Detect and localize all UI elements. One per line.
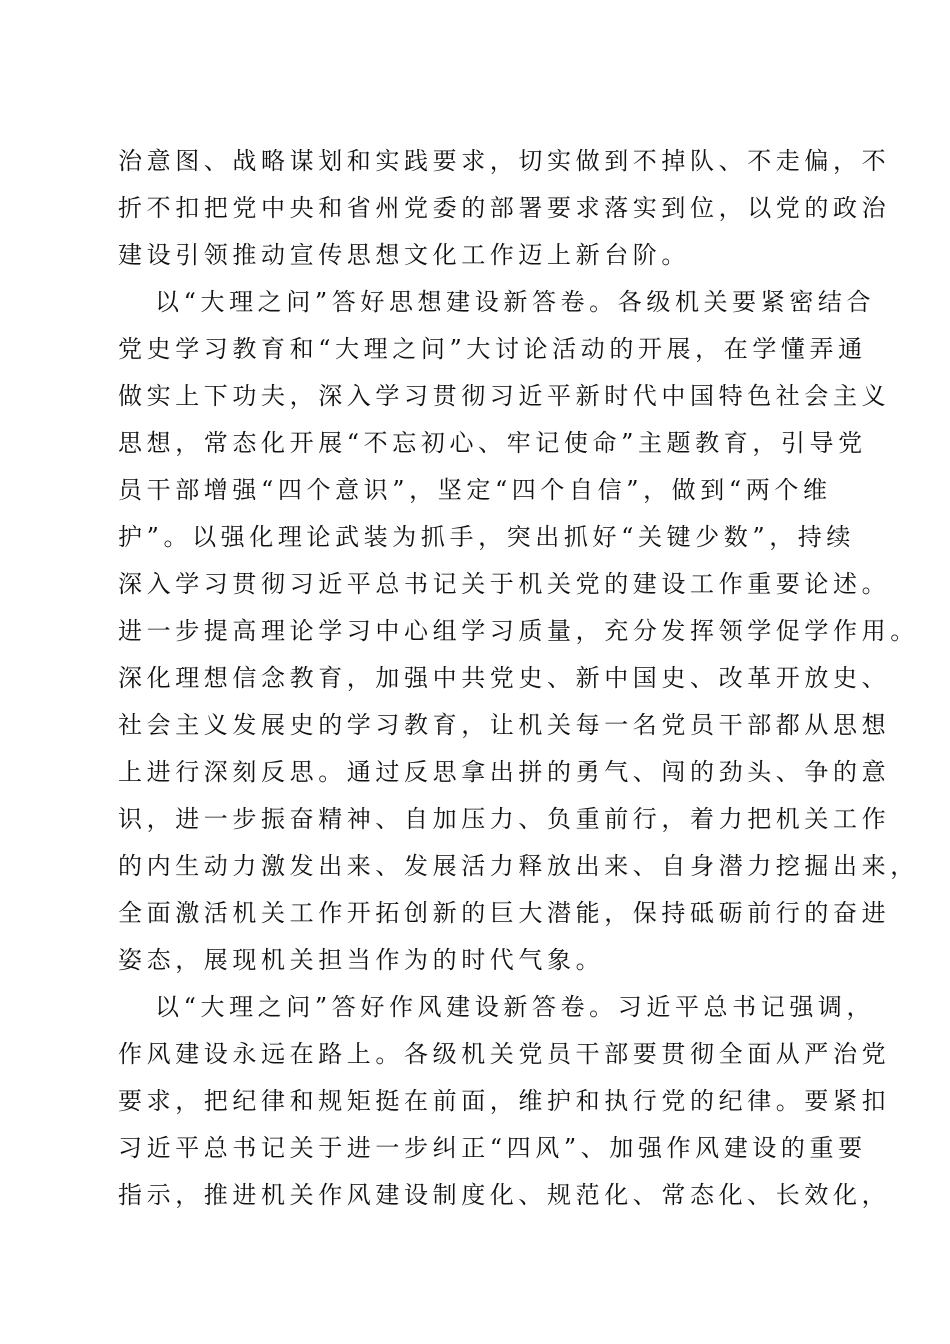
text-line: 思想，常态化开展“不忘初心、牢记使命”主题教育，引导党 (118, 429, 867, 457)
document-body (118, 138, 919, 1219)
text-line: 进一步提高理论学习中心组学习质量，充分发挥领学促学作用。 (118, 617, 919, 645)
text-line: 建设引领推动宣传思想文化工作迈上新台阶。 (118, 241, 690, 269)
text-line: 指示，推进机关作风建设制度化、规范化、常态化、长效化， (118, 1181, 891, 1209)
text-line: 做实上下功夫，深入学习贯彻习近平新时代中国特色社会主义 (118, 382, 891, 410)
text-line: 党史学习教育和“大理之问”大讨论活动的开展，在学懂弄通 (118, 335, 867, 363)
paragraph-2 (118, 279, 919, 984)
text-line: 全面激活机关工作开拓创新的巨大潜能，保持砥砺前行的奋进 (118, 899, 891, 927)
text-line: 以“大理之问”答好作风建设新答卷。习近平总书记强调， (155, 993, 876, 1021)
text-line: 识，进一步振奋精神、自加压力、负重前行，着力把机关工作 (118, 805, 891, 833)
text-line: 护”。以强化理论武装为抓手，突出抓好“关键少数”，持续 (118, 523, 856, 551)
text-line: 以“大理之问”答好思想建设新答卷。各级机关要紧密结合 (155, 288, 876, 316)
text-line: 社会主义发展史的学习教育，让机关每一名党员干部都从思想 (118, 711, 891, 739)
text-line: 深入学习贯彻习近平总书记关于机关党的建设工作重要论述。 (118, 570, 891, 598)
text-line: 折不扣把党中央和省州党委的部署要求落实到位，以党的政治 (118, 194, 891, 222)
text-line: 深化理想信念教育，加强中共党史、新中国史、改革开放史、 (118, 664, 891, 692)
text-line: 作风建设永远在路上。各级机关党员干部要贯彻全面从严治党 (118, 1040, 891, 1068)
text-line: 的内生动力激发出来、发展活力释放出来、自身潜力挖掘出来， (118, 852, 919, 880)
text-line: 习近平总书记关于进一步纠正“四风”、加强作风建设的重要 (118, 1134, 867, 1162)
text-line: 要求，把纪律和规矩挺在前面，维护和执行党的纪律。要紧扣 (118, 1087, 891, 1115)
paragraph-1 (118, 138, 891, 279)
text-line: 姿态，展现机关担当作为的时代气象。 (118, 946, 605, 974)
text-line: 上进行深刻反思。通过反思拿出拼的勇气、闯的劲头、争的意 (118, 758, 891, 786)
text-line: 员干部增强“四个意识”，坚定“四个自信”，做到“两个维 (118, 476, 832, 504)
paragraph-3 (118, 984, 891, 1219)
text-line: 治意图、战略谋划和实践要求，切实做到不掉队、不走偏，不 (118, 147, 891, 175)
